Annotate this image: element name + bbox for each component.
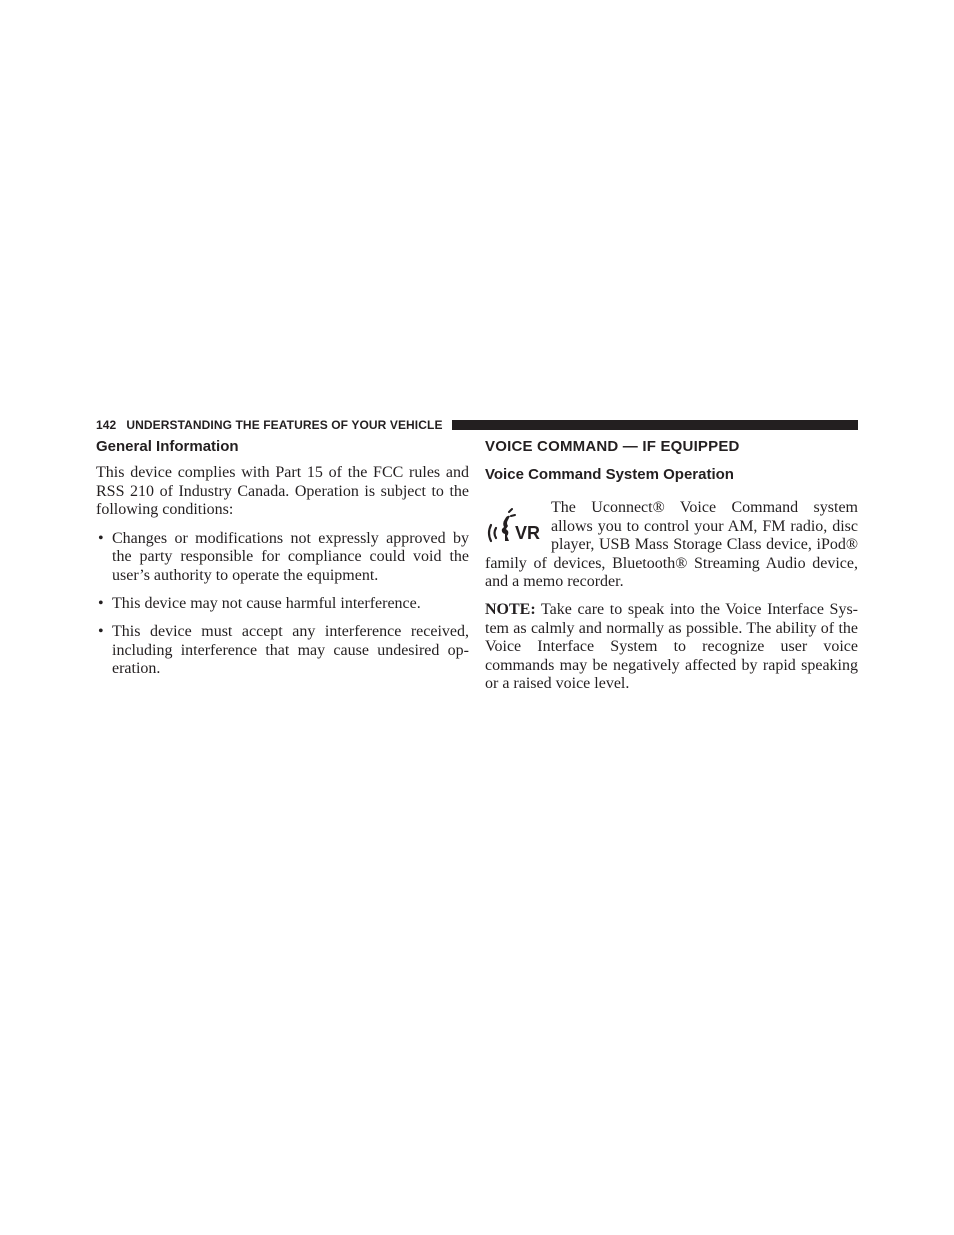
- voice-recognition-icon: [485, 503, 543, 549]
- note-text: Take care to speak into the Voice Interface System as calmly and normally as possible. The ability of the Voice Interface System to recognize user voice commands may be negatively affected by rapid speaking or a raised voice level.: [485, 600, 858, 693]
- right-column: [485, 436, 858, 694]
- bullet-icon: •: [98, 595, 104, 613]
- bullet-icon: •: [98, 529, 104, 547]
- header-text: [96, 418, 443, 432]
- note-label: NOTE:: [485, 600, 536, 618]
- header-rule: [452, 420, 858, 430]
- page-header: [96, 417, 858, 433]
- left-column: [96, 436, 469, 688]
- note-paragraph: [485, 601, 858, 694]
- list-item-text: This device must accept any interference received, including interference that may cause undesired operation.: [112, 623, 469, 678]
- list-item-text: This device may not cause harmful interference.: [112, 595, 421, 613]
- list-item: [96, 595, 469, 614]
- general-information-heading: General Information: [96, 438, 239, 455]
- voice-command-operation-heading: Voice Command System Operation: [485, 466, 734, 483]
- voice-command-body: The Uconnect® Voice Command system allows you to control your AM, FM radio, disc player, USB Mass Storage Class device, iPod® family of devices, Bluetooth® Streaming Audio device, and a memo recorder.: [485, 499, 858, 591]
- list-item-text: Changes or modifications not expressly approved by the party responsible for compliance could void the user’s authority to operate the equipment.: [112, 529, 469, 584]
- list-item: [96, 623, 469, 679]
- conditions-list: [96, 530, 469, 679]
- chapter-title: UNDERSTANDING THE FEATURES OF YOUR VEHICLE: [126, 418, 443, 432]
- fcc-compliance-paragraph: This device complies with Part 15 of the FCC rules and RSS 210 of Industry Canada. Operation is subject to the following conditions:: [96, 464, 469, 519]
- voice-command-section-title: VOICE COMMAND — IF EQUIPPED: [485, 438, 740, 455]
- page-number: 142: [96, 418, 117, 432]
- bullet-icon: •: [98, 623, 104, 641]
- vr-label: VR: [515, 523, 541, 543]
- list-item: [96, 530, 469, 586]
